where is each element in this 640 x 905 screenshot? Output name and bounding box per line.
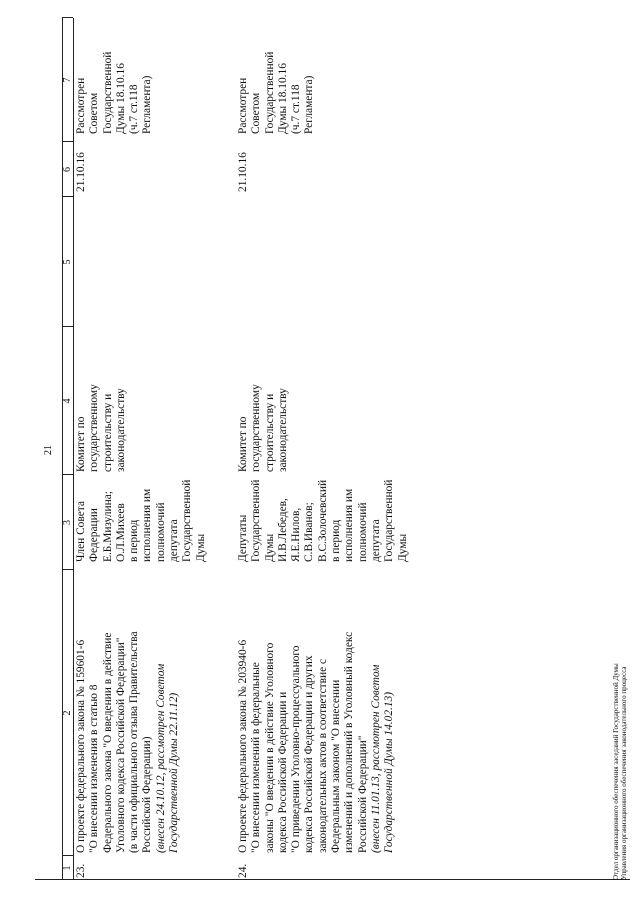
- column-header-4: 4: [62, 398, 73, 404]
- row-23-initiator: Член Совета Федерации Е.Б.Мизулина; О.Л.Михеев в период исполнения им полномочий депутата Государственной Думы: [75, 479, 207, 562]
- row-24-note: (внесен 11.01.13, рассмотрен Советом Государственной Думы 14.02.13): [369, 664, 396, 853]
- column-header-2: 2: [62, 710, 73, 716]
- row-24-initiator: Депутаты Государственной Думы И.В.Лебедев, Я.Е.Нилов, С.В.Иванов; В.С.Золочевский в период исполнения им полномочий депутата Государственной Думы: [237, 479, 409, 562]
- row-24-title-block: [237, 563, 397, 853]
- column-header-7: 7: [62, 77, 73, 83]
- footer-department: Отдел организационного обеспечения заседаний Государственной Думы: [612, 663, 620, 880]
- row-24-number: 24.: [237, 863, 249, 878]
- row-24-committee: Комитет по государственному строительству и законодательству: [237, 384, 289, 472]
- row-23-committee: Комитет по государственному строительству и законодательству: [75, 384, 127, 472]
- row-24-status: Рассмотрен Советом Государственной Думы 18.10.16 (ч.7 ст.118 Регламента): [237, 51, 316, 134]
- row-24-title: О проекте федерального закона № 203940-6 "О внесении изменений в федеральные законы "О введении в действие Уголовного кодекса Российской Федерации и "О приведении Уголовно-процессуального кодекса Российской Федерации и других законодательных актов в соответствие с Федеральным законом "О внесении изменений и дополнений в Уголовный кодекс Российской Федерации": [237, 631, 369, 853]
- header-bottom-border: [73, 18, 74, 880]
- column-header-6: 6: [62, 167, 73, 172]
- row-23-date: 21.10.16: [75, 152, 87, 192]
- row-24-date: 21.10.16: [237, 152, 249, 192]
- column-header-3: 3: [62, 520, 73, 525]
- column-header-5: 5: [62, 259, 73, 265]
- footer-directorate: Управления организационного обеспечения законодательного процесса: [620, 666, 628, 880]
- row-23-number: 23.: [75, 863, 87, 878]
- row-23-title-block: [75, 563, 181, 853]
- rotated-table-page: [35, 10, 630, 880]
- row-23-title: О проекте федерального закона № 159601-6 "О внесении изменения в статью 8 Федерального закона "О введении в действие Уголовного кодекса Российской Федерации" (в части официального отзыва Правительства Российской Федерации): [75, 631, 154, 853]
- table-left-border: [35, 879, 630, 880]
- column-header-1: 1: [62, 865, 73, 871]
- page-number: 21: [43, 445, 54, 455]
- row-23-note: (внесен 24.10.12, рассмотрен Советом Государственной Думы 22.11.12): [154, 663, 181, 853]
- row-23-status: Рассмотрен Советом Государственной Думы 18.10.16 (ч.7 ст.118 Регламента): [75, 51, 154, 134]
